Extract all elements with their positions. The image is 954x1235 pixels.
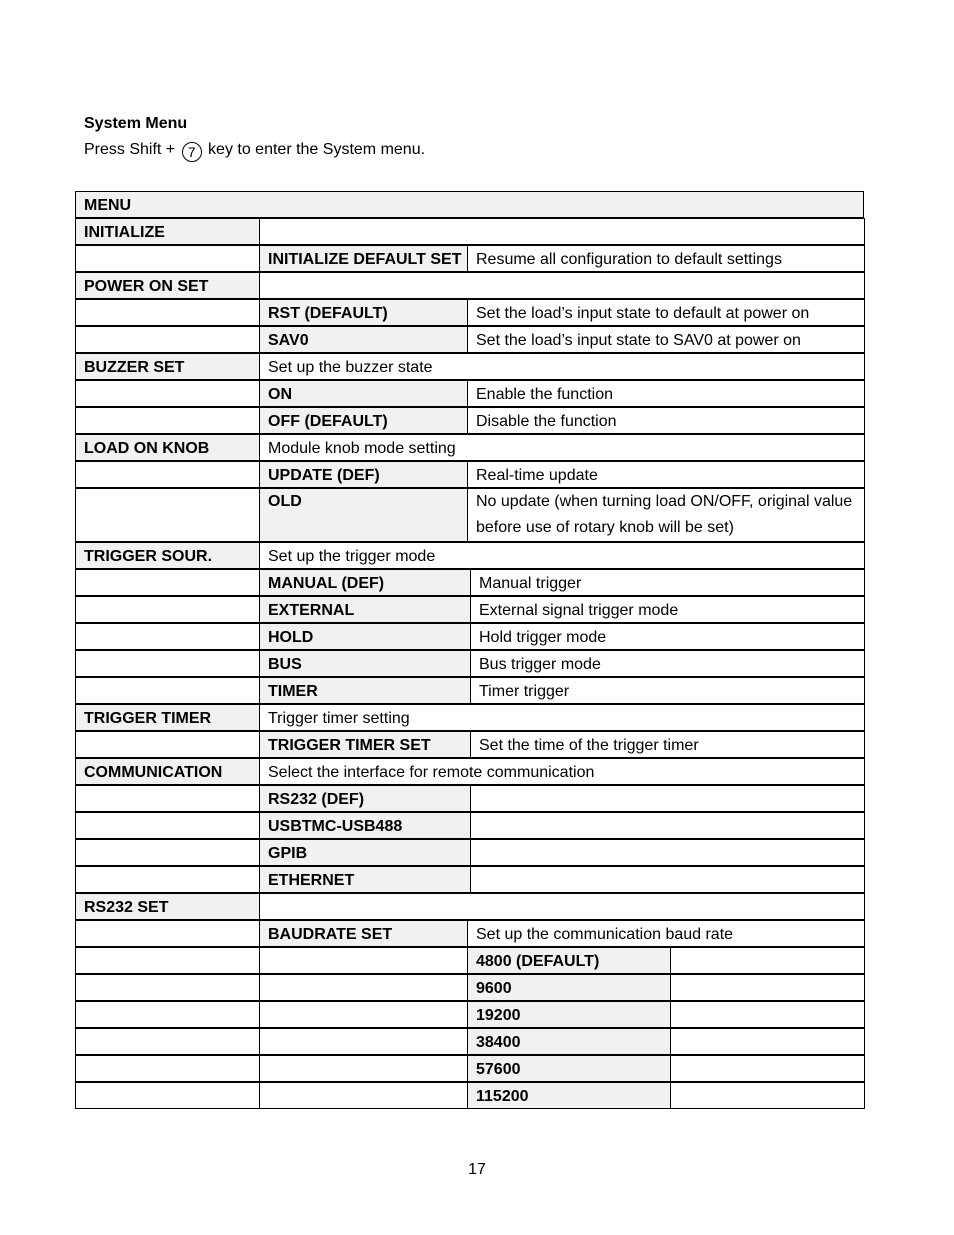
table-row (75, 731, 864, 758)
table-row (75, 1055, 864, 1082)
table-cell: Module knob mode setting (259, 434, 865, 461)
table-row (75, 245, 864, 272)
table-cell: EXTERNAL (259, 596, 471, 623)
table-cell: Set the load’s input state to SAV0 at power on (467, 326, 865, 353)
table-cell: POWER ON SET (75, 272, 260, 299)
system-menu-table (75, 191, 864, 1109)
table-cell (75, 731, 260, 758)
table-cell: Set the time of the trigger timer (470, 731, 865, 758)
table-cell: Disable the function (467, 407, 865, 434)
table-cell: TRIGGER TIMER (75, 704, 260, 731)
table-cell: BUS (259, 650, 471, 677)
table-row (75, 272, 864, 299)
table-cell (470, 839, 865, 866)
table-row (75, 677, 864, 704)
table-row (75, 1082, 864, 1109)
table-cell: ETHERNET (259, 866, 471, 893)
table-cell (75, 623, 260, 650)
table-cell (259, 1082, 468, 1109)
table-cell: Real-time update (467, 461, 865, 488)
table-cell (75, 677, 260, 704)
table-row (75, 947, 864, 974)
table-row (75, 434, 864, 461)
table-cell (259, 947, 468, 974)
table-header-row (75, 191, 864, 218)
table-cell (470, 785, 865, 812)
table-row (75, 596, 864, 623)
table-cell (470, 812, 865, 839)
table-cell (75, 380, 260, 407)
table-cell (75, 650, 260, 677)
table-cell (670, 1082, 865, 1109)
table-cell: Timer trigger (470, 677, 865, 704)
table-row (75, 785, 864, 812)
table-cell: 38400 (467, 1028, 671, 1055)
table-cell (259, 893, 865, 920)
table-cell: Set the load’s input state to default at power on (467, 299, 865, 326)
table-cell: UPDATE (DEF) (259, 461, 468, 488)
table-cell: External signal trigger mode (470, 596, 865, 623)
table-cell: Set up the trigger mode (259, 542, 865, 569)
table-cell: TIMER (259, 677, 471, 704)
table-row (75, 1001, 864, 1028)
table-row (75, 920, 864, 947)
table-cell (75, 407, 260, 434)
table-row (75, 353, 864, 380)
table-row (75, 1028, 864, 1055)
table-cell (259, 1001, 468, 1028)
table-cell (259, 272, 865, 299)
table-cell (259, 218, 865, 245)
table-cell: Enable the function (467, 380, 865, 407)
table-cell (75, 947, 260, 974)
table-cell (259, 1055, 468, 1082)
table-cell (259, 1028, 468, 1055)
table-cell: Trigger timer setting (259, 704, 865, 731)
page-number: 17 (468, 1161, 486, 1178)
table-cell: MANUAL (DEF) (259, 569, 471, 596)
table-row (75, 407, 864, 434)
table-row (75, 704, 864, 731)
intro-suffix: key to enter the System menu. (203, 141, 426, 158)
table-cell (75, 839, 260, 866)
table-cell (75, 920, 260, 947)
table-cell: TRIGGER SOUR. (75, 542, 260, 569)
table-cell: Select the interface for remote communication (259, 758, 865, 785)
table-cell: ON (259, 380, 468, 407)
table-cell: 115200 (467, 1082, 671, 1109)
table-cell (75, 461, 260, 488)
table-row (75, 758, 864, 785)
table-cell (75, 866, 260, 893)
table-row (75, 461, 864, 488)
table-cell (75, 1055, 260, 1082)
table-row (75, 974, 864, 1001)
table-row (75, 380, 864, 407)
table-cell (75, 299, 260, 326)
table-cell: COMMUNICATION (75, 758, 260, 785)
table-row (75, 326, 864, 353)
key-7-icon: 7 (182, 142, 202, 162)
table-cell: INITIALIZE DEFAULT SET (259, 245, 468, 272)
table-cell (75, 974, 260, 1001)
table-cell: 19200 (467, 1001, 671, 1028)
table-cell (75, 1082, 260, 1109)
table-cell: LOAD ON KNOB (75, 434, 260, 461)
table-row (75, 299, 864, 326)
table-row (75, 488, 864, 542)
table-cell (75, 245, 260, 272)
table-cell: Bus trigger mode (470, 650, 865, 677)
intro-prefix: Press Shift + (84, 141, 180, 158)
table-cell (75, 1028, 260, 1055)
table-cell: RS232 SET (75, 893, 260, 920)
table-cell: Manual trigger (470, 569, 865, 596)
table-cell (259, 974, 468, 1001)
table-cell: OFF (DEFAULT) (259, 407, 468, 434)
table-row (75, 650, 864, 677)
table-cell: OLD (259, 488, 468, 542)
table-cell: BUZZER SET (75, 353, 260, 380)
table-cell (75, 1001, 260, 1028)
table-cell: HOLD (259, 623, 471, 650)
table-cell: USBTMC-USB488 (259, 812, 471, 839)
table-cell: SAV0 (259, 326, 468, 353)
table-cell (75, 596, 260, 623)
table-cell (670, 947, 865, 974)
table-cell: 4800 (DEFAULT) (467, 947, 671, 974)
table-row (75, 839, 864, 866)
table-cell (670, 1028, 865, 1055)
table-row (75, 623, 864, 650)
table-cell (670, 974, 865, 1001)
table-row (75, 218, 864, 245)
table-cell: BAUDRATE SET (259, 920, 468, 947)
table-cell: Resume all configuration to default settings (467, 245, 865, 272)
table-row (75, 866, 864, 893)
intro-text (84, 140, 425, 162)
table-cell (670, 1001, 865, 1028)
table-cell: RS232 (DEF) (259, 785, 471, 812)
table-cell (75, 785, 260, 812)
table-cell (75, 569, 260, 596)
table-row (75, 569, 864, 596)
section-heading: System Menu (84, 115, 188, 132)
table-cell: Set up the communication baud rate (467, 920, 865, 947)
table-cell: TRIGGER TIMER SET (259, 731, 471, 758)
table-cell: 9600 (467, 974, 671, 1001)
table-cell (75, 812, 260, 839)
table-row (75, 542, 864, 569)
table-cell: GPIB (259, 839, 471, 866)
table-cell: Set up the buzzer state (259, 353, 865, 380)
table-row (75, 812, 864, 839)
table-cell: 57600 (467, 1055, 671, 1082)
table-cell: No update (when turning load ON/OFF, original value before use of rotary knob will be set) (467, 488, 865, 542)
table-cell: INITIALIZE (75, 218, 260, 245)
table-cell (470, 866, 865, 893)
table-row (75, 893, 864, 920)
table-cell: RST (DEFAULT) (259, 299, 468, 326)
table-header-cell: MENU (75, 191, 864, 218)
table-cell (670, 1055, 865, 1082)
table-cell (75, 326, 260, 353)
table-cell (75, 488, 260, 542)
table-cell: Hold trigger mode (470, 623, 865, 650)
